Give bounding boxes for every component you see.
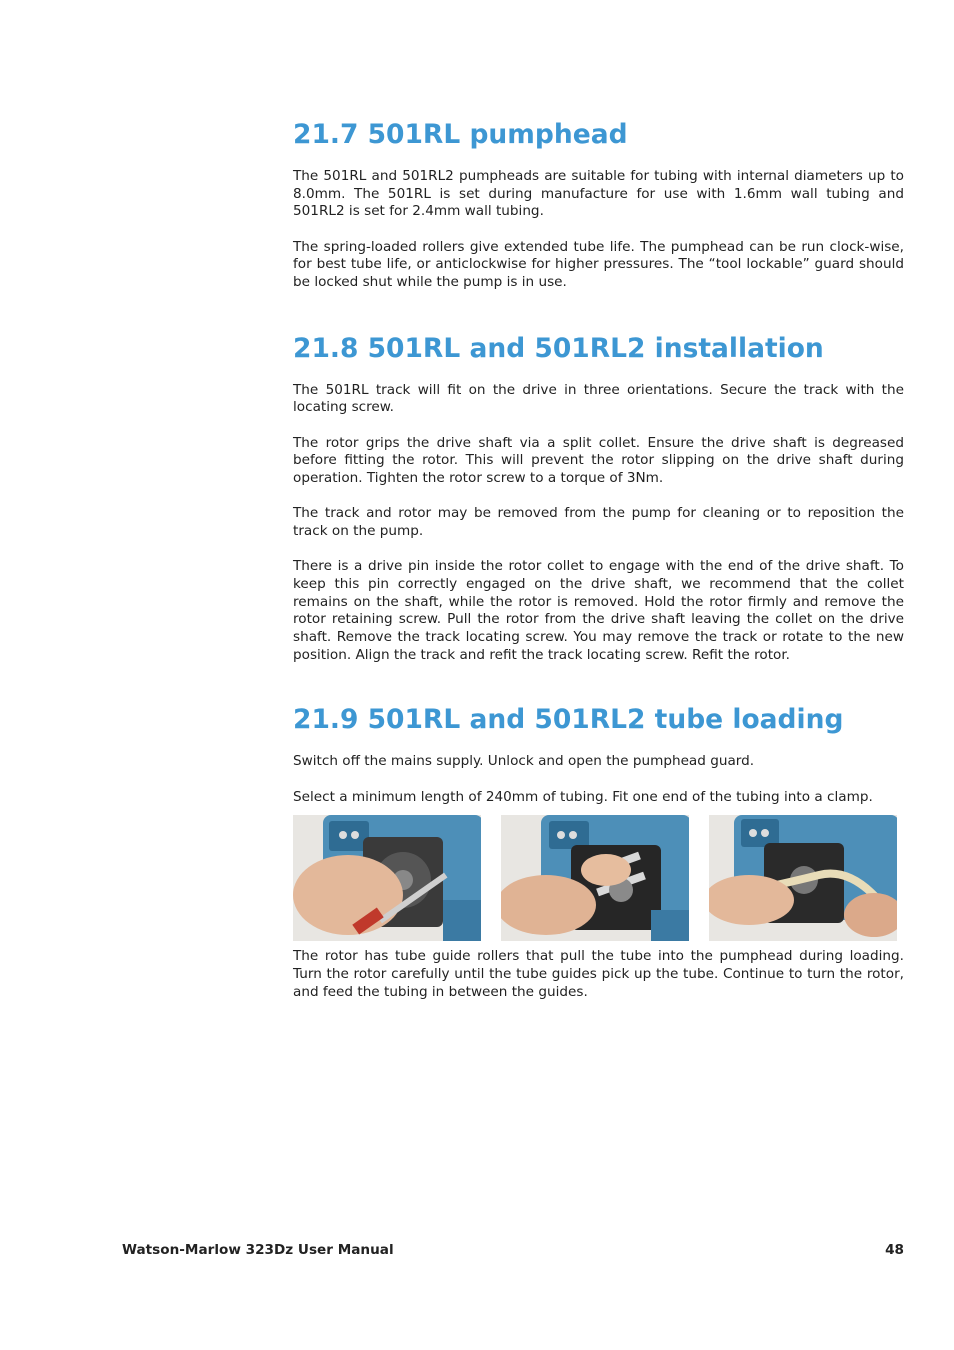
paragraph: The spring-loaded rollers give extended tube life. The pumphead can be run clock-wise, for best tube life, or anticlockwise for higher pressures. The “tool lockable” guard should be locked shut while the pump is in use. — [293, 238, 904, 291]
photo-strip — [293, 815, 897, 941]
page-content — [293, 118, 904, 1001]
photo-tube-loading — [709, 815, 897, 941]
section-heading-21-7: 21.7 501RL pumphead — [293, 119, 628, 150]
photo-rotor-insertion — [501, 815, 689, 941]
paragraph: Switch off the mains supply. Unlock and open the pumphead guard. — [293, 753, 755, 770]
photo-rotor-removal — [293, 815, 481, 941]
paragraph: The rotor grips the drive shaft via a split collet. Ensure the drive shaft is degreased before fitting the rotor. This will prevent the rotor slipping on the drive shaft during operation. Tighten the rotor screw to a torque of 3Nm. — [293, 434, 904, 487]
paragraph: Select a minimum length of 240mm of tubing. Fit one end of the tubing into a clamp. — [293, 788, 873, 805]
page-number: 48 — [885, 1242, 904, 1258]
section-heading-21-9: 21.9 501RL and 501RL2 tube loading — [293, 704, 844, 736]
paragraph: The 501RL track will fit on the drive in three orientations. Secure the track with the locating screw. — [293, 381, 904, 416]
paragraph: There is a drive pin inside the rotor collet to engage with the end of the drive shaft. To keep this pin correctly engaged on the drive shaft, we recommend that the collet remains on the shaft, while the rotor is removed. Hold the rotor firmly and remove the rotor retaining screw. Pull the rotor from the drive shaft leaving the collet on the drive shaft. Remove the track locating screw. You may remove the track or rotate to the new position. Align the track and refit the track locating screw. Refit the rotor. — [293, 558, 904, 663]
paragraph: The 501RL and 501RL2 pumpheads are suitable for tubing with internal diameters up to 8.0mm. The 501RL is set during manufacture for use with 1.6mm wall tubing and 501RL2 is set for 2.4mm wall tubing. — [293, 168, 904, 220]
paragraph: The track and rotor may be removed from the pump for cleaning or to reposition the track on the pump. — [293, 505, 904, 539]
paragraph: The rotor has tube guide rollers that pull the tube into the pumphead during loading. Turn the rotor carefully until the tube guides pick up the tube. Continue to turn the rotor, and feed the tubing in between the guides. — [293, 948, 904, 1000]
footer-title: Watson-Marlow 323Dz User Manual — [122, 1242, 394, 1258]
section-heading-21-8: 21.8 501RL and 501RL2 installation — [293, 332, 824, 364]
